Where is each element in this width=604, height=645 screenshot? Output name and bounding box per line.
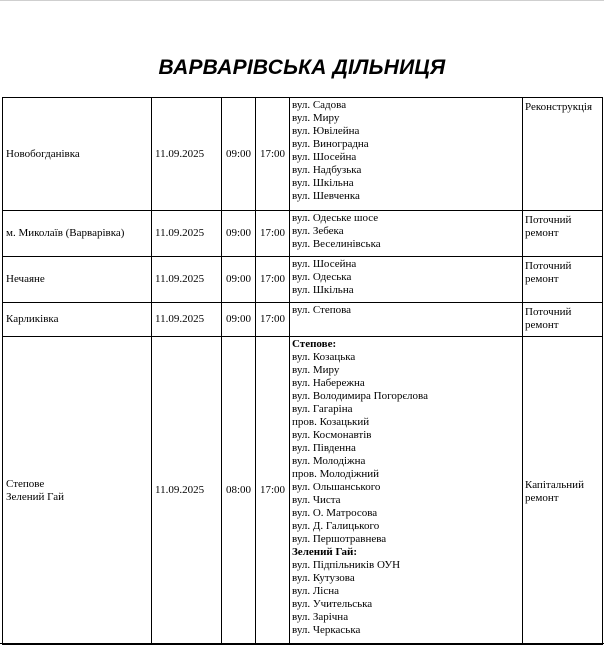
street-name: пров. Козацький: [292, 416, 370, 428]
streets-cell: [290, 303, 523, 337]
street-name: пров. Молодіжний: [292, 468, 380, 480]
settlement-name: Зелений Гай: [6, 490, 65, 503]
work-type-cell: [523, 211, 603, 257]
work-type-label: ремонт: [525, 492, 559, 504]
table-row: [3, 257, 603, 303]
street-name: вул. Одеське шосе: [292, 212, 379, 224]
work-type-label: ремонт: [525, 273, 559, 285]
street-name: вул. Кутузова: [292, 572, 355, 584]
street-name: вул. Учительська: [292, 598, 373, 610]
work-type-cell: [523, 337, 603, 645]
settlement-name: Степове: [6, 477, 45, 490]
work-type-label: ремонт: [525, 319, 559, 331]
street-name: вул. Миру: [292, 364, 340, 376]
street-name: вул. Одеська: [292, 271, 352, 283]
street-name: вул. Ольшанського: [292, 481, 381, 493]
table-row: [3, 211, 603, 257]
street-name: вул. Першотравнева: [292, 533, 387, 545]
street-name: вул. Надбузька: [292, 164, 362, 176]
date-cell: 11.09.2025: [152, 257, 222, 303]
street-name: вул. О. Матросова: [292, 507, 378, 519]
table-row: [3, 337, 603, 645]
work-type-label: Поточний: [525, 214, 572, 226]
street-name: вул. Шосейна: [292, 258, 357, 270]
date-cell: 11.09.2025: [152, 303, 222, 337]
street-name: вул. Ювілейна: [292, 125, 360, 137]
street-name: вул. Шосейна: [292, 151, 357, 163]
end-time-cell: 17:00: [256, 211, 290, 257]
settlement-name: Новобогданівка: [6, 147, 80, 160]
start-time-cell: 09:00: [222, 257, 256, 303]
street-name: вул. Черкаська: [292, 624, 361, 636]
street-name: вул. Космонавтів: [292, 429, 372, 441]
date-cell: 11.09.2025: [152, 211, 222, 257]
work-type-cell: [523, 303, 603, 337]
date-cell: 11.09.2025: [152, 98, 222, 211]
street-name: вул. Садова: [292, 99, 347, 111]
street-name: вул. Шевченка: [292, 190, 360, 202]
date-cell: 11.09.2025: [152, 337, 222, 645]
page-title: ВАРВАРІВСЬКА ДІЛЬНИЦЯ: [158, 56, 446, 79]
street-name: вул. Шкільна: [292, 284, 354, 296]
street-name: вул. Набережна: [292, 377, 365, 389]
street-name: вул. Молодіжна: [292, 455, 366, 467]
street-name: вул. Володимира Погорєлова: [292, 390, 428, 402]
street-name: вул. Гагаріна: [292, 403, 353, 415]
start-time-cell: 09:00: [222, 98, 256, 211]
table-row: [3, 98, 603, 211]
work-type-cell: [523, 98, 603, 211]
settlement-cell: [3, 303, 152, 337]
street-name: вул. Зарічна: [292, 611, 349, 623]
work-type-label: ремонт: [525, 227, 559, 239]
outage-schedule-table: [2, 97, 603, 645]
streets-cell: [290, 257, 523, 303]
street-name: вул. Миру: [292, 112, 340, 124]
work-type-label: Поточний: [525, 260, 572, 272]
street-name: вул. Південна: [292, 442, 356, 454]
end-time-cell: 17:00: [256, 257, 290, 303]
street-name: вул. Зебека: [292, 225, 344, 237]
end-time-cell: 17:00: [256, 303, 290, 337]
start-time-cell: 08:00: [222, 337, 256, 645]
street-name: вул. Веселинівська: [292, 238, 381, 250]
street-name: вул. Підпільників ОУН: [292, 559, 401, 571]
street-name: вул. Виноградна: [292, 138, 369, 150]
street-name: вул. Шкільна: [292, 177, 354, 189]
street-name: вул. Лісна: [292, 585, 339, 597]
streets-cell: [290, 98, 523, 211]
start-time-cell: 09:00: [222, 303, 256, 337]
work-type-label: Реконструкція: [525, 101, 593, 113]
settlement-name: м. Миколаїв (Варварівка): [6, 227, 125, 239]
top-rule: [0, 0, 604, 1]
settlement-cell: [3, 337, 152, 645]
work-type-label: Капітальний: [525, 479, 584, 491]
street-name: вул. Чиста: [292, 494, 341, 506]
settlement-cell: [3, 257, 152, 303]
start-time-cell: 09:00: [222, 211, 256, 257]
work-type-cell: [523, 257, 603, 303]
settlement-heading: Зелений Гай:: [292, 546, 358, 558]
settlement-cell: [3, 211, 152, 257]
streets-cell: [290, 211, 523, 257]
settlement-cell: [3, 98, 152, 211]
end-time-cell: 17:00: [256, 98, 290, 211]
settlement-name: Нечаяне: [6, 273, 45, 285]
work-type-label: Поточний: [525, 306, 572, 318]
streets-cell: [290, 337, 523, 645]
street-name: вул. Козацька: [292, 351, 356, 363]
settlement-heading: Степове:: [292, 338, 337, 350]
settlement-name: Карликівка: [6, 313, 59, 325]
street-name: вул. Степова: [292, 304, 352, 316]
street-name: вул. Д. Галицького: [292, 520, 380, 532]
table-row: [3, 303, 603, 337]
end-time-cell: 17:00: [256, 337, 290, 645]
